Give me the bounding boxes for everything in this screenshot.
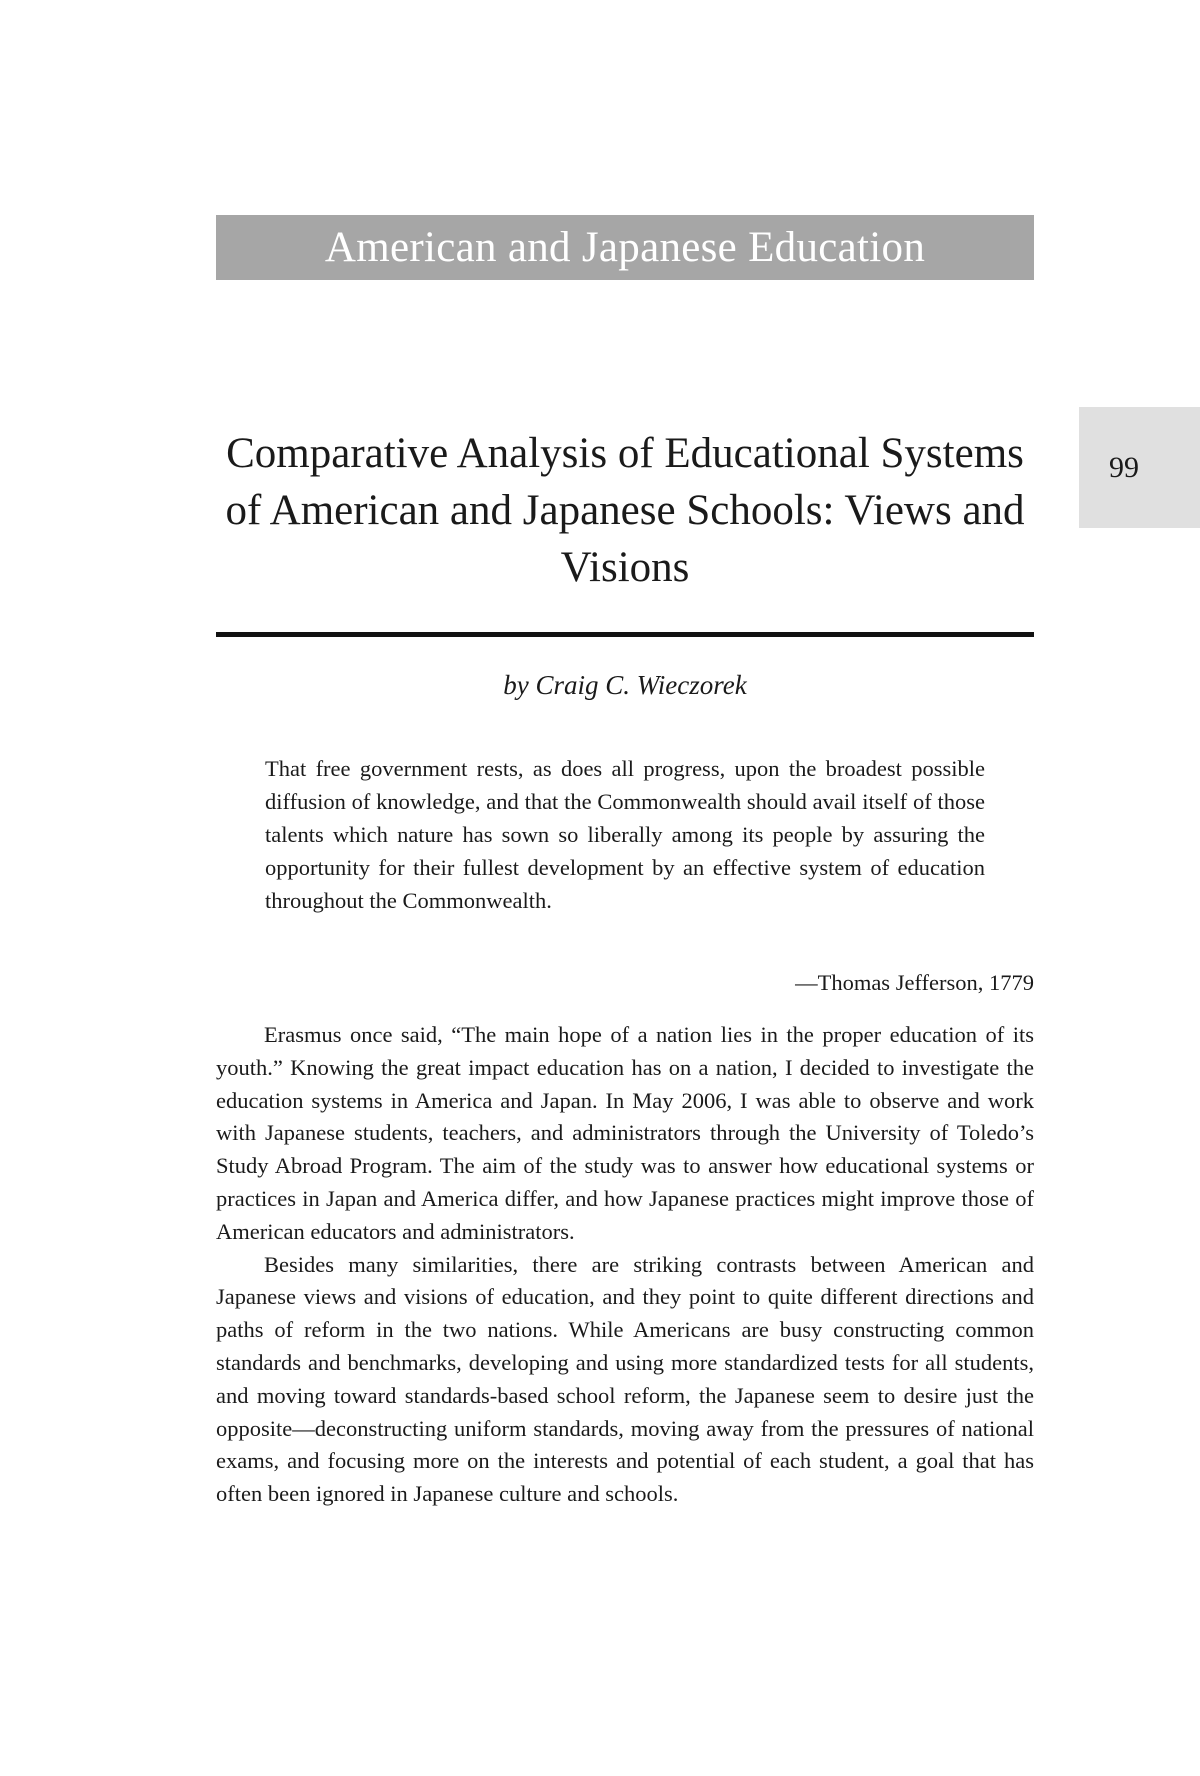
article-title: Comparative Analysis of Educational Systems of American and Japanese Schools: Views and Visions — [225, 430, 1025, 591]
epigraph-attribution: —Thomas Jefferson, 1779 — [795, 970, 1034, 995]
epigraph-quote: That free government rests, as does all progress, upon the broadest possible diffusion of knowledge, and that the Commonwealth should avail itself of those talents which nature has sown so liberally among its people by assuring the opportunity for their fullest development by an effective system of education throughout the Commonwealth. — [265, 756, 985, 913]
section-banner — [216, 215, 1034, 280]
body-paragraph: Besides many similarities, there are striking contrasts between American and Japanese views and visions of education, and they point to quite different directions and paths of reform in the two nations. While Americans are busy constructing common standards and benchmarks, developing and using more standardized tests for all students, and moving toward standards-based school reform, the Japanese seem to desire just the opposite—deconstructing uniform standards, moving away from the pressures of national exams, and focusing more on the interests and potential of each student, a goal that has often been ignored in Japanese culture and schools. — [216, 1251, 1034, 1507]
page-number: 99 — [1109, 451, 1139, 484]
body-paragraph: Erasmus once said, “The main hope of a nation lies in the proper education of its youth.” Knowing the great impact education has on a nation, I decided to investigate the education systems in America and Japan. In May 2006, I was able to observe and work with Japanese students, teachers, and administrators through the University of Toledo’s Study Abroad Program. The aim of the study was to answer how educational systems or practices in Japan and America differ, and how Japanese practices might improve those of American educators and administrators. — [216, 1022, 1034, 1244]
page-number-tab — [1079, 407, 1200, 528]
section-title: American and Japanese Education — [324, 224, 926, 271]
byline: by Craig C. Wieczorek — [503, 670, 747, 700]
title-divider — [216, 632, 1034, 637]
article-body — [216, 1019, 1034, 1511]
